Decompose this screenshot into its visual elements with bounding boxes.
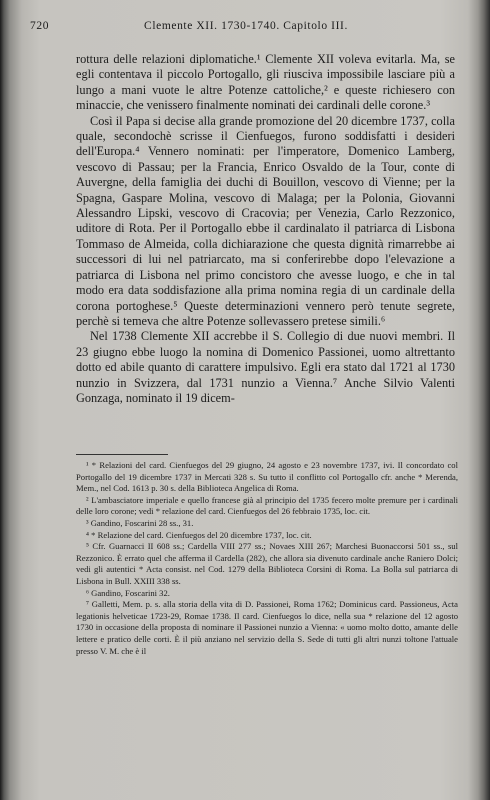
- main-text: [76, 52, 455, 406]
- footnote-5: ⁵ Cfr. Guarnacci II 608 ss.; Cardella VIII 277 ss.; Novaes XIII 267; Marchesi Buonaccorsi 501 ss., sul Rezzonico. È errato quel che afferma il Cardella (282), che allora sia divenuto cardinale anche Raniero Dolci; vedi gli autentici * Acta consist. nel Cod. 1279 della Biblioteca Corsini di Roma. La Bolla sul patriarca di Lisbona in Bull. XXIII 338 ss.: [76, 541, 458, 586]
- running-header: [30, 20, 462, 34]
- paragraph-2: Così il Papa si decise alla grande promozione del 20 dicembre 1737, colla quale, secondochè scrisse il Cienfuegos, furono soddisfatti i desideri dell'Europa.⁴ Vennero nominati: per l'imperatore, Domenico Lamberg, vescovo di Passau; per la Francia, Enrico Osvaldo de la Tour, conte di Auvergne, della famiglia dei duchi di Bouillon, vescovo di Vienne; per la Spagna, Gaspare Molina, vescovo di Malaga; per la Polonia, Giovanni Alessandro Lipski, vescovo di Cracovia; per Venezia, Carlo Rezzonico, uditore di Rota. Per il Portogallo ebbe il cardinalato il patriarca di Lisbona Tommaso de Almeida, colla dichiarazione che questa dignità rimarrebbe ai successori di lui nel patriarcato, ma si conferirebbe dopo l'elevazione a patriarca di Lisbona nel primo concistoro che avesse luogo, e che in tal modo era data soddisfazione alla prima nomina regia di un cardinale della corona portoghese.⁵ Queste determinazioni vennero però tenute segrete, perchè si temeva che altre Potenze sollevassero pretese simili.⁶: [76, 113, 455, 328]
- footnote-2: ² L'ambasciatore imperiale e quello francese già al principio del 1735 fecero molte premure per i cardinali delle loro corone; vedi * relazione del card. Cienfuegos del 26 febbraio 1735, loc. cit.: [76, 494, 458, 517]
- footnote-6: ⁶ Gandino, Foscarini 32.: [86, 587, 170, 598]
- footnotes: [76, 460, 458, 657]
- page-number: 720: [30, 20, 50, 32]
- running-title: Clemente XII. 1730-1740. Capitolo III.: [144, 20, 348, 32]
- paragraph-3: Nel 1738 Clemente XII accrebbe il S. Collegio di due nuovi membri. Il 23 giugno ebbe luogo la nomina di Domenico Passionei, uomo altrettanto dotto ed abile quanto di carattere impulsivo. Egli era stato dal 1721 al 1730 nunzio in Svizzera, dal 1731 nunzio a Vienna.⁷ Anche Silvio Valenti Gonzaga, nominato il 19 dicem-: [76, 329, 455, 405]
- footnote-7: ⁷ Galletti, Mem. p. s. alla storia della vita di D. Passionei, Roma 1762; Dominicus card. Passioneus, Acta legationis helveticae 1723-29, Romae 1738. Il card. Cienfuegos lo dice, nella sua * relazione del 12 agosto 1730 in occasione della proposta di nominare il Passionei nunzio a Vienna: « uomo molto dotto, amante delle lettere e pratico delle corti. È il più anziano nel servizio della S. Sede di tutti gli altri nunzi toltone l'attuale presso V. M. che è il: [76, 599, 458, 656]
- footnote-3: ³ Gandino, Foscarini 28 ss., 31.: [86, 517, 194, 528]
- paragraph-1: rottura delle relazioni diplomatiche.¹ Clemente XII voleva evitarla. Ma, se egli contentava il piccolo Portogallo, gli riusciva impossibile lasciare più a lungo a mani vuote le altre Potenze cattoliche,² e queste richiesero con minaccie, che venissero finalmente nominati dei cardinali delle corone.³: [76, 52, 455, 113]
- footnote-separator: [76, 454, 168, 455]
- footnote-4: ⁴ * Relazione del card. Cienfuegos del 20 dicembre 1737, loc. cit.: [86, 529, 312, 540]
- footnote-1: ¹ * Relazioni del card. Cienfuegos del 29 giugno, 24 agosto e 23 novembre 1737, ivi. Il concordato col Portogallo del 19 dicembre 1737 in Mercati 328 s. Su tutto il conflitto col Portogallo cfr. anche * Merenda, Mem., nel Cod. 1613 p. 30 s. della Biblioteca Angelica di Roma.: [76, 460, 458, 494]
